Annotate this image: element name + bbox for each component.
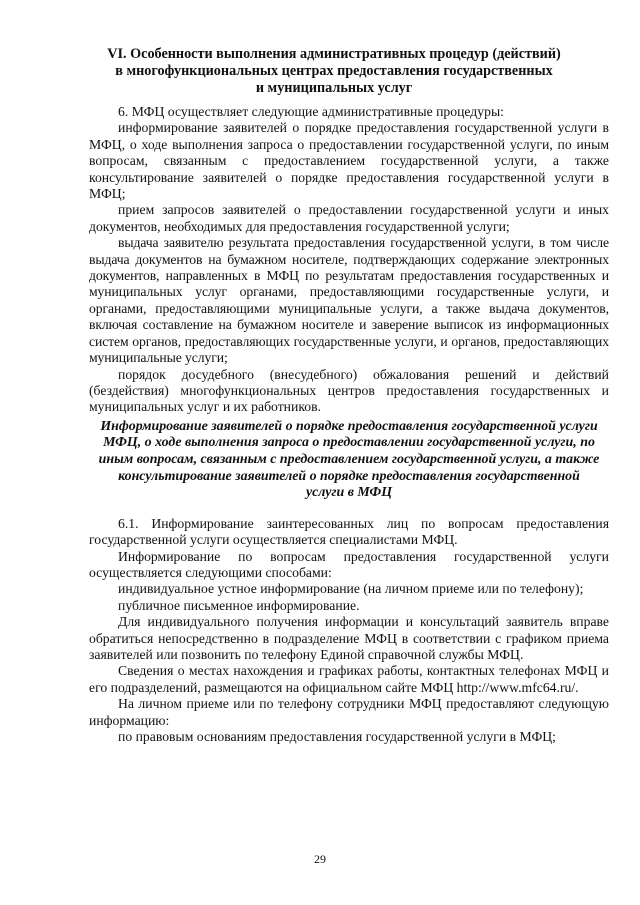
paragraph: прием запросов заявителей о предоставлении государственной услуги и иных документов, необходимых для предоставления государственной услуги; bbox=[89, 202, 609, 234]
paragraph: 6. МФЦ осуществляет следующие административные процедуры: bbox=[118, 104, 504, 119]
paragraph: информирование заявителей о порядке предоставления государственной услуги в МФЦ, о ходе выполнения запроса о предоставлении государственной услуги, по иным вопросам, связанным с предоставлением государственной услуги, а также консультирование заявителей о порядке предоставления государственной услуги в МФЦ; bbox=[89, 120, 609, 202]
paragraph: На личном приеме или по телефону сотрудники МФЦ предоставляют следующую информацию: bbox=[89, 696, 609, 728]
paragraph: 6.1. Информирование заинтересованных лиц по вопросам предоставления государственной услуги осуществляется специалистами МФЦ. bbox=[89, 515, 609, 548]
section-heading-line: и муниципальных услуг bbox=[255, 80, 413, 96]
section-heading-line: VI. Особенности выполнения административных процедур (действий) bbox=[107, 46, 561, 62]
paragraph: Для индивидуального получения информации и консультаций заявитель вправе обратиться непосредственно в подразделение МФЦ в соответствии с графиком приема заявителей или позвонить по телефону Единой справочной службы МФЦ. bbox=[89, 614, 609, 662]
paragraph: по правовым основаниям предоставления государственной услуги в МФЦ; bbox=[118, 728, 556, 744]
subsection-heading-line: иным вопросам, связанным с предоставлением государственной услуги, а также bbox=[98, 451, 600, 467]
subsection-heading-line: МФЦ, о ходе выполнения запроса о предоставлении государственной услуги, по bbox=[103, 435, 595, 451]
paragraph: индивидуальное устное информирование (на личном приеме или по телефону); bbox=[118, 581, 584, 597]
section-heading bbox=[60, 46, 608, 97]
subsection-heading-line: консультирование заявителей о порядке предоставления государственной bbox=[118, 468, 580, 484]
section-heading-line: в многофункциональных центрах предоставления государственных bbox=[115, 63, 553, 79]
subsection-heading bbox=[89, 419, 609, 502]
subsection-heading-line: услуги в МФЦ bbox=[305, 485, 393, 501]
paragraph: публичное письменное информирование. bbox=[118, 597, 360, 613]
subsection-heading-line: Информирование заявителей о порядке предоставления государственной услуги bbox=[100, 418, 598, 434]
paragraph: Информирование по вопросам предоставления государственной услуги осуществляется следующими способами: bbox=[89, 548, 609, 580]
document-body bbox=[89, 104, 609, 745]
paragraph: выдача заявителю результата предоставления государственной услуги, в том числе выдача документов на бумажном носителе, подтверждающих содержание электронных документов, направленных в МФЦ по результатам предоставления государственных и муниципальных услуг органами, предоставляющими государственные услуги, и органами, предоставляющими муниципальные услуги, а также выдача документов, включая составление на бумажном носителе и заверение выписок из информационных систем органов, предоставляющих государственные услуги, и органов, предоставляющих муниципальные услуги; bbox=[89, 235, 609, 366]
paragraph: порядок досудебного (внесудебного) обжалования решений и действий (бездействия) многофункциональных центров предоставления государственных и муниципальных услуг и их работников. bbox=[89, 366, 609, 415]
page-number: 29 bbox=[314, 852, 326, 866]
paragraph: Сведения о местах нахождения и графиках работы, контактных телефонах МФЦ и его подразделений, размещаются на официальном сайте МФЦ http://www.mfc64.ru/. bbox=[89, 663, 609, 695]
